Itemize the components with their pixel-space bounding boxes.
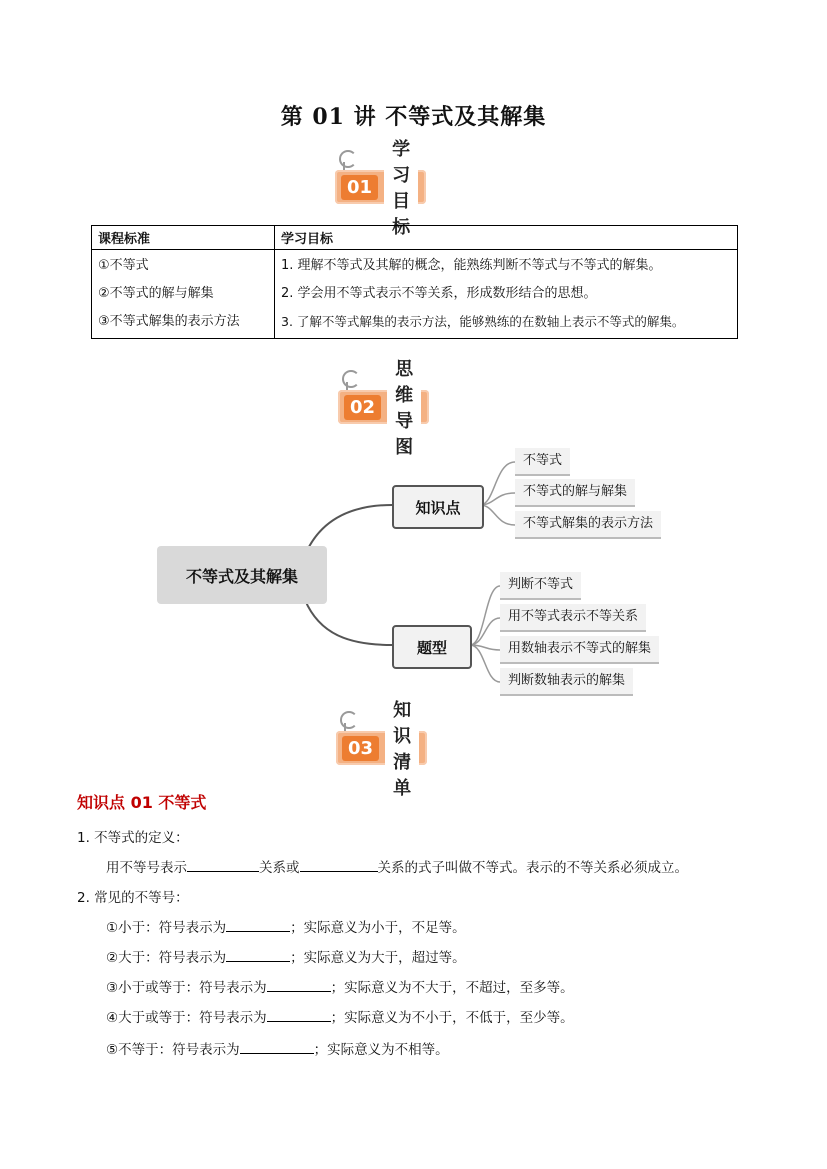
- mindmap-leaf: 不等式解集的表示方法: [515, 511, 661, 539]
- item1-definition: 用不等号表示 关系或 关系的式子叫做不等式。表示的不等关系必须成立。: [106, 860, 688, 876]
- badge-label: 思维导图: [387, 353, 421, 461]
- symbol-line: ⑤不等于：符号表示为 ；实际意义为不相等。: [106, 1042, 449, 1058]
- symbol-line: ②大于：符号表示为 ；实际意义为大于，超过等。: [106, 950, 466, 966]
- objective-item: 2. 学会用不等式表示不等关系，形成数形结合的思想。: [281, 286, 597, 301]
- mindmap-leaf: 判断数轴表示的解集: [500, 668, 633, 696]
- standards-cell: [92, 250, 275, 339]
- standard-item: ②不等式的解与解集: [98, 286, 214, 301]
- table-header-standard: 课程标准: [92, 226, 275, 250]
- pin-icon: [339, 150, 357, 168]
- mindmap-leaf: 用不等式表示不等关系: [500, 604, 646, 632]
- mindmap-root: 不等式及其解集: [157, 546, 327, 604]
- pin-icon: [340, 711, 358, 729]
- fill-blank: [300, 858, 378, 872]
- standard-item: ③不等式解集的表示方法: [98, 314, 240, 329]
- pin-icon: [342, 370, 360, 388]
- fill-blank: [187, 858, 259, 872]
- objective-item: 3. 了解不等式解集的表示方法，能够熟练的在数轴上表示不等式的解集。: [281, 314, 685, 329]
- mindmap-leaf: 判断不等式: [500, 572, 581, 600]
- objective-item: 1. 理解不等式及其解的概念，能熟练判断不等式与不等式的解集。: [281, 258, 662, 273]
- item1-heading: 1. 不等式的定义：: [77, 830, 189, 846]
- mindmap-leaf: 用数轴表示不等式的解集: [500, 636, 659, 664]
- badge-label: 知识清单: [385, 694, 419, 802]
- fill-blank: [226, 948, 290, 962]
- symbol-line: ④大于或等于：符号表示为 ；实际意义为不小于，不低于，至少等。: [106, 1010, 574, 1026]
- mindmap-branch-question-types: 题型: [392, 625, 472, 669]
- item2-heading: 2. 常见的不等号：: [77, 890, 189, 906]
- symbol-line: ③小于或等于：符号表示为 ；实际意义为不大于，不超过，至多等。: [106, 980, 574, 996]
- symbol-line: ①小于：符号表示为 ；实际意义为小于，不足等。: [106, 920, 466, 936]
- badge-number: 03: [342, 736, 379, 761]
- badge-number: 02: [344, 395, 381, 420]
- mindmap-branch-knowledge: 知识点: [392, 485, 484, 529]
- mindmap-leaf: 不等式: [515, 448, 570, 476]
- standard-item: ①不等式: [98, 258, 149, 273]
- fill-blank: [226, 918, 290, 932]
- fill-blank: [267, 1008, 331, 1022]
- fill-blank: [240, 1040, 314, 1054]
- page-title: 第 01 讲 不等式及其解集: [280, 104, 547, 130]
- mindmap-leaf: 不等式的解与解集: [515, 479, 635, 507]
- goals-table: [91, 225, 738, 339]
- table-header-objective: 学习目标: [275, 226, 738, 250]
- objectives-cell: [275, 250, 738, 339]
- fill-blank: [267, 978, 331, 992]
- knowledge-point-title: 知识点 01 不等式: [77, 793, 207, 812]
- badge-number: 01: [341, 175, 378, 200]
- badge-label: 学习目标: [384, 133, 418, 241]
